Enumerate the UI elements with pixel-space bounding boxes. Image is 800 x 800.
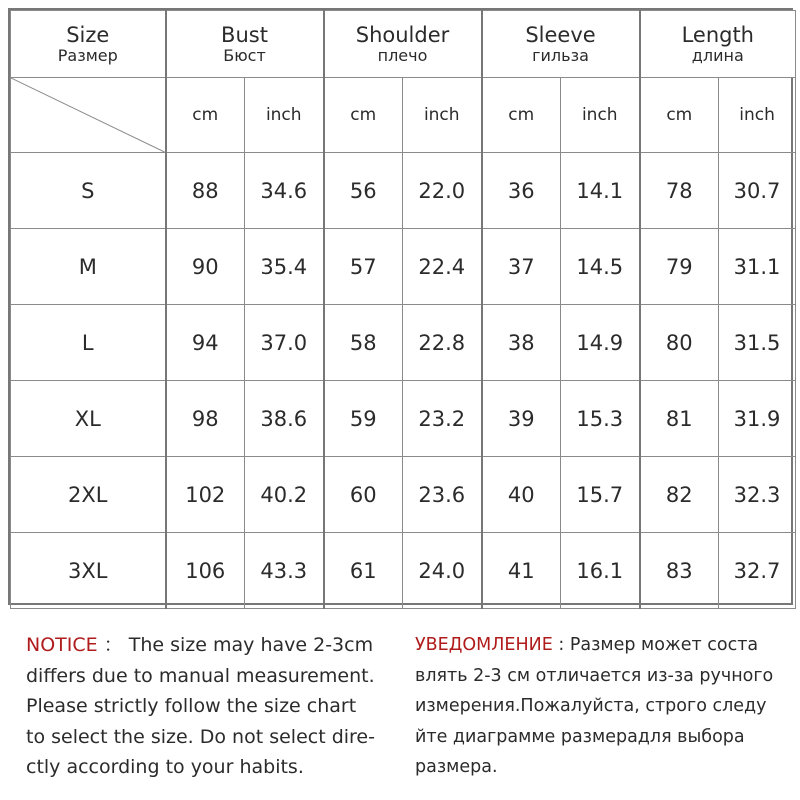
size-cell: XL — [11, 381, 166, 457]
unit-cell: cm — [324, 78, 403, 153]
notice-english — [26, 630, 386, 783]
value-cell: 36 — [482, 153, 561, 229]
notice-text: The size may have 2-3cm — [128, 634, 374, 656]
bust-header-label: Bust — [221, 23, 268, 47]
value-cell: 14.1 — [561, 153, 640, 229]
value-cell: 88 — [166, 153, 245, 229]
unit-cell: inch — [403, 78, 482, 153]
value-cell: 40 — [482, 457, 561, 533]
value-cell: 22.8 — [403, 305, 482, 381]
value-cell: 32.7 — [719, 533, 796, 609]
bust-header-label-ru: Бюст — [223, 46, 266, 65]
value-cell: 82 — [640, 457, 719, 533]
notice-english-line-1 — [26, 630, 386, 661]
unit-row — [11, 78, 796, 153]
length-header-cell — [640, 11, 796, 78]
unit-cell: cm — [482, 78, 561, 153]
value-cell: 39 — [482, 381, 561, 457]
value-cell: 32.3 — [719, 457, 796, 533]
value-cell: 83 — [640, 533, 719, 609]
value-cell: 94 — [166, 305, 245, 381]
value-cell: 31.9 — [719, 381, 796, 457]
value-cell: 31.1 — [719, 229, 796, 305]
value-cell: 41 — [482, 533, 561, 609]
value-cell: 38.6 — [245, 381, 324, 457]
value-cell: 37 — [482, 229, 561, 305]
sleeve-header-cell — [482, 11, 640, 78]
value-cell: 59 — [324, 381, 403, 457]
value-cell: 80 — [640, 305, 719, 381]
table-row — [11, 457, 796, 533]
value-cell: 15.7 — [561, 457, 640, 533]
value-cell: 78 — [640, 153, 719, 229]
table-row — [11, 533, 796, 609]
unit-cell: inch — [245, 78, 324, 153]
value-cell: 90 — [166, 229, 245, 305]
length-header-label-ru: длина — [691, 46, 744, 65]
diagonal-line — [11, 78, 165, 152]
value-cell: 30.7 — [719, 153, 796, 229]
notice-text-ru: Размер может соста — [569, 635, 759, 655]
value-cell: 34.6 — [245, 153, 324, 229]
notice-text-ru: влять 2-3 см отличается из-за ручного — [415, 665, 774, 686]
notice-text-ru: измерения.Пожалуйста, строго следу — [415, 696, 767, 716]
notice-russian-line-1 — [415, 630, 787, 661]
bust-header-cell — [166, 11, 324, 78]
value-cell: 38 — [482, 305, 561, 381]
value-cell: 79 — [640, 229, 719, 305]
value-cell: 14.9 — [561, 305, 640, 381]
unit-cell: inch — [719, 78, 796, 153]
value-cell: 40.2 — [245, 457, 324, 533]
size-header-label: Size — [66, 23, 110, 47]
notice-separator-ru: : — [552, 635, 570, 655]
value-cell: 57 — [324, 229, 403, 305]
value-cell: 31.5 — [719, 305, 796, 381]
header-row — [11, 11, 796, 78]
size-header-cell — [11, 11, 166, 78]
notice-text: differs due to manual measurement. — [26, 664, 375, 687]
value-cell: 22.4 — [403, 229, 482, 305]
value-cell: 23.2 — [403, 381, 482, 457]
size-cell: 2XL — [11, 457, 166, 533]
sleeve-header-label: Sleeve — [525, 23, 596, 47]
size-header-label-ru: Размер — [57, 46, 118, 65]
notice-text: Please strictly follow the size chart — [26, 695, 357, 717]
value-cell: 22.0 — [403, 153, 482, 229]
table-row — [11, 305, 796, 381]
size-cell: 3XL — [11, 533, 166, 609]
value-cell: 43.3 — [245, 533, 324, 609]
notes-section — [26, 630, 786, 790]
notice-text-ru: йте диаграмме размерадля выбора — [415, 726, 745, 747]
table-row — [11, 229, 796, 305]
notice-separator: ： — [97, 634, 123, 656]
unit-cell: cm — [640, 78, 719, 153]
value-cell: 14.5 — [561, 229, 640, 305]
value-cell: 102 — [166, 457, 245, 533]
value-cell: 37.0 — [245, 305, 324, 381]
notice-label-ru: УВЕДОМЛЕНИЕ — [415, 635, 553, 655]
diagonal-corner-cell — [11, 78, 166, 153]
value-cell: 106 — [166, 533, 245, 609]
value-cell: 56 — [324, 153, 403, 229]
value-cell: 35.4 — [245, 229, 324, 305]
value-cell: 58 — [324, 305, 403, 381]
table-row — [11, 153, 796, 229]
notice-text: ctly according to your habits. — [26, 756, 304, 778]
size-table — [10, 10, 796, 609]
table-row — [11, 381, 796, 457]
size-cell: L — [11, 305, 166, 381]
value-cell: 15.3 — [561, 381, 640, 457]
unit-cell: inch — [561, 78, 640, 153]
sleeve-header-label-ru: гильза — [532, 46, 589, 65]
length-header-label: Length — [681, 23, 754, 47]
unit-cell: cm — [166, 78, 245, 153]
value-cell: 24.0 — [403, 533, 482, 609]
notice-label: NOTICE — [26, 634, 98, 656]
size-cell: M — [11, 229, 166, 305]
notice-text-ru: размера. — [415, 757, 498, 777]
value-cell: 98 — [166, 381, 245, 457]
shoulder-header-label-ru: плечо — [377, 46, 428, 65]
size-chart-table — [8, 8, 793, 605]
notice-russian — [415, 630, 787, 783]
value-cell: 23.6 — [403, 457, 482, 533]
size-cell: S — [11, 153, 166, 229]
value-cell: 16.1 — [561, 533, 640, 609]
shoulder-header-label: Shoulder — [355, 23, 450, 47]
shoulder-header-cell — [324, 11, 482, 78]
value-cell: 61 — [324, 533, 403, 609]
value-cell: 60 — [324, 457, 403, 533]
notice-text: to select the size. Do not select dire- — [26, 725, 375, 748]
value-cell: 81 — [640, 381, 719, 457]
